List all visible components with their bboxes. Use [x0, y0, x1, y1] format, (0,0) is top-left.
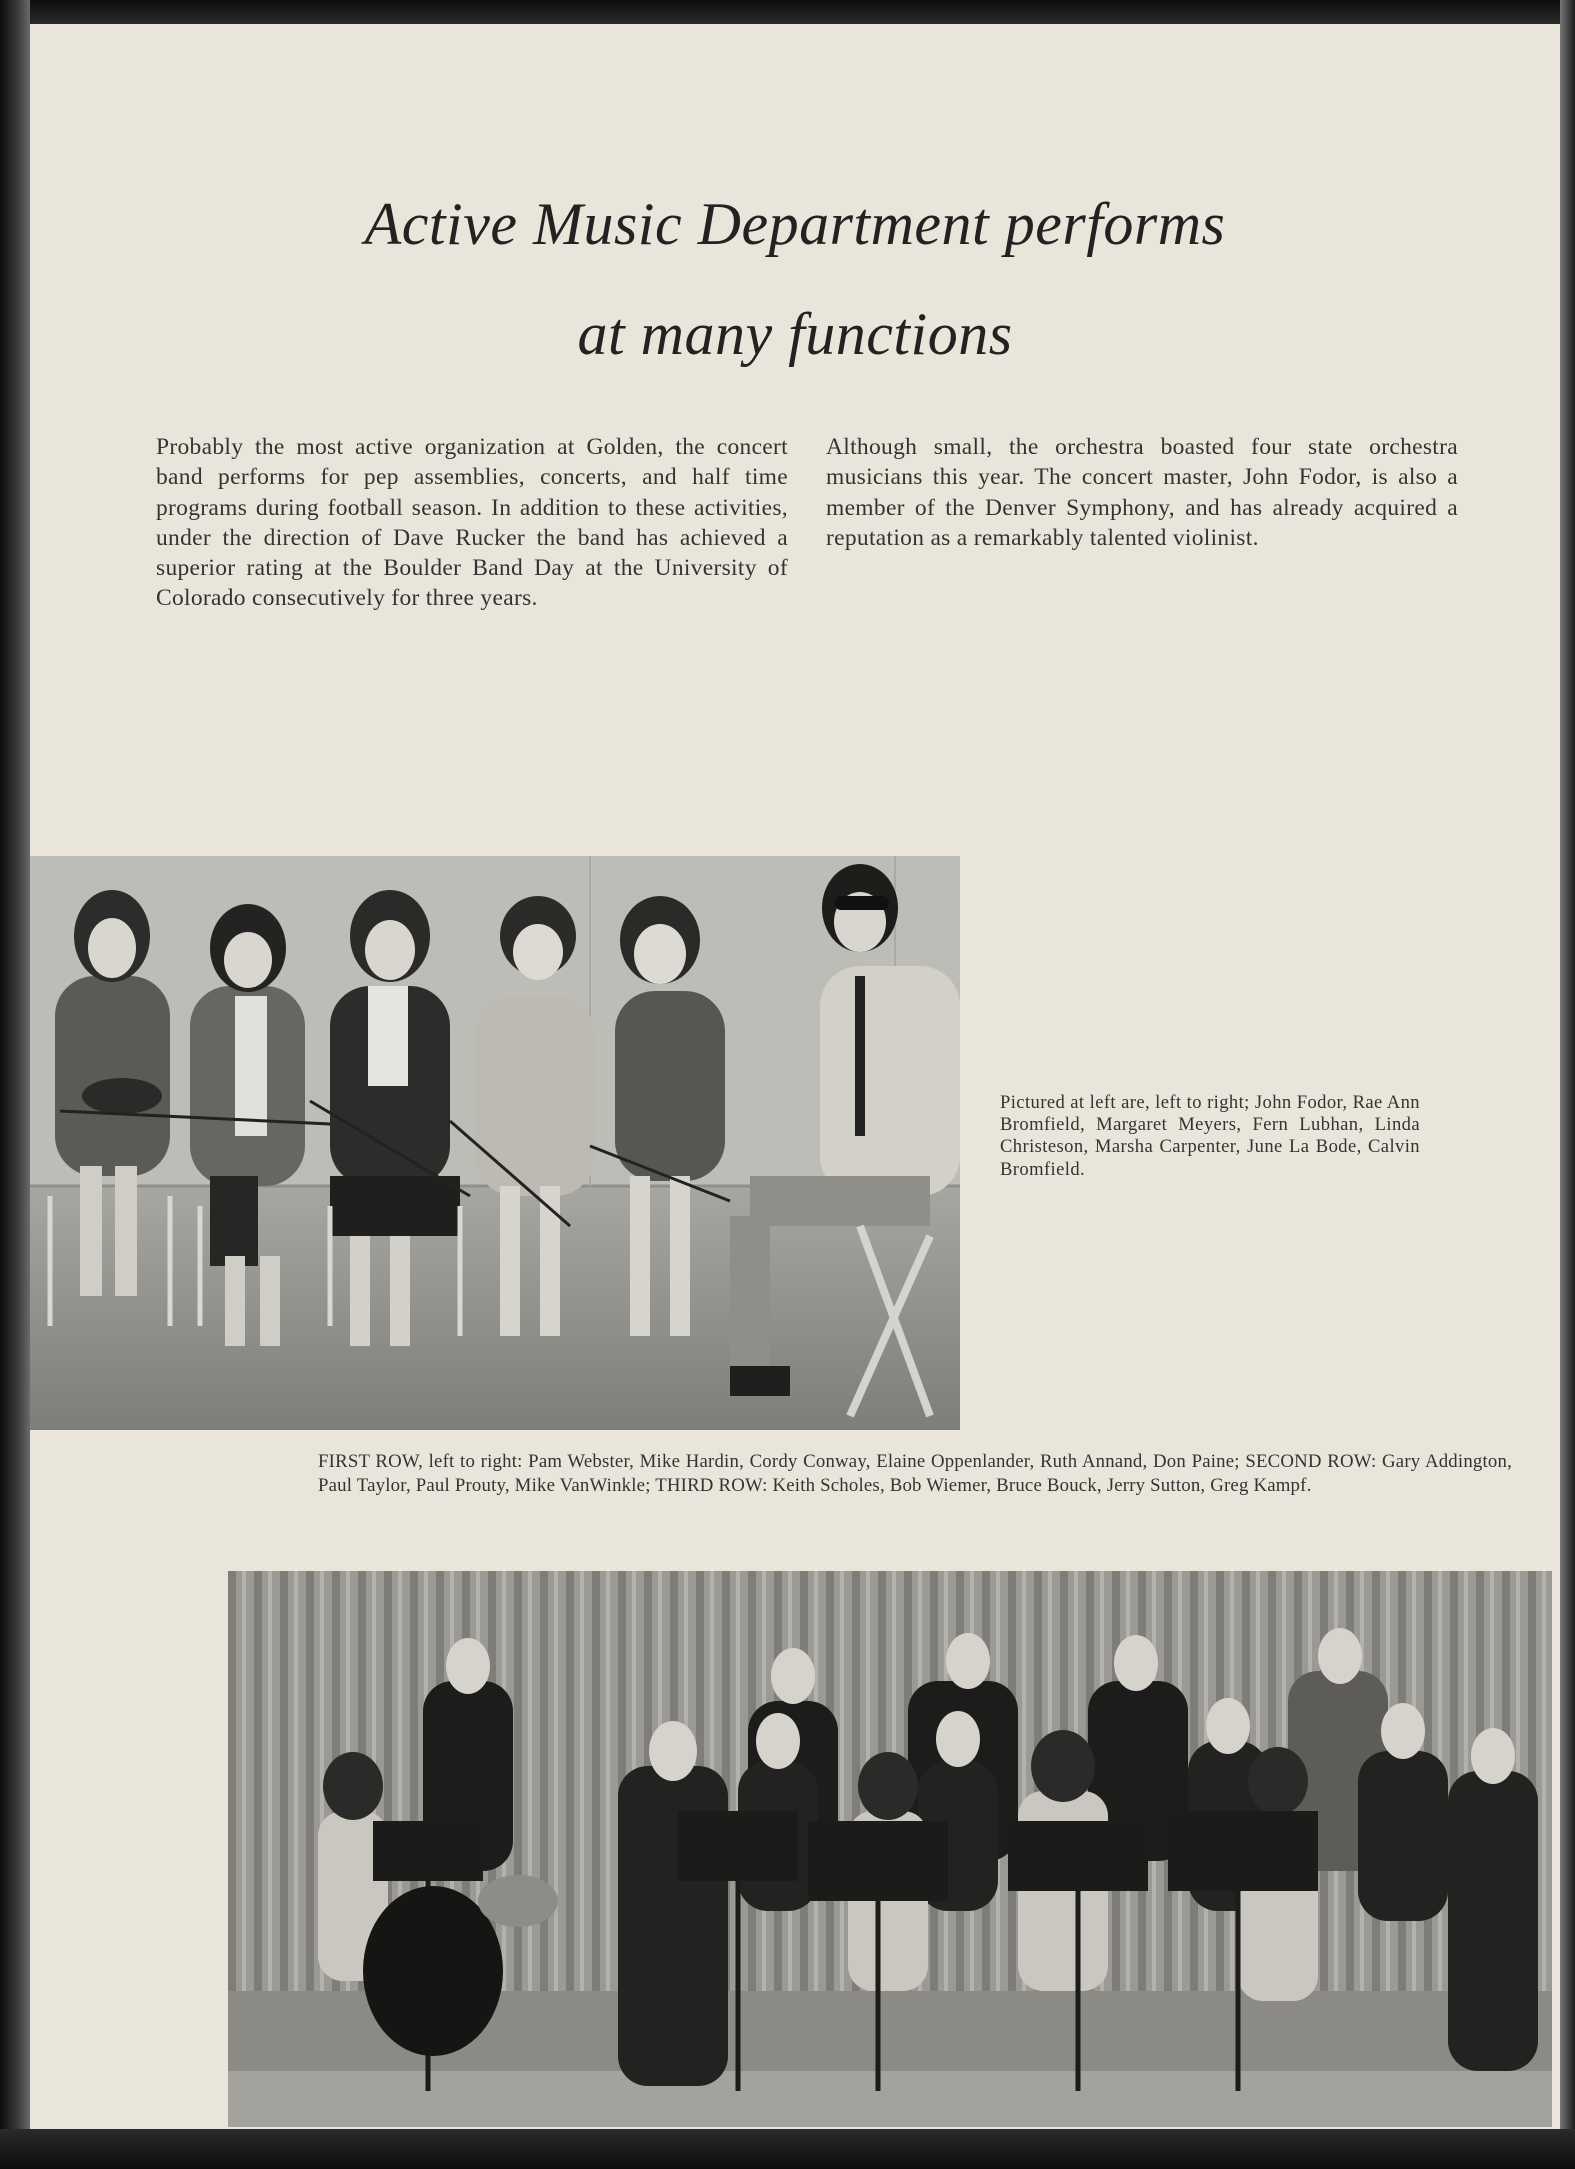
page-binding-top	[0, 0, 1575, 24]
band-photo-caption: FIRST ROW, left to right: Pam Webster, Mike Hardin, Cordy Conway, Elaine Oppenlander, Ruth Annand, Don Paine; SECOND ROW: Gary Addington, Paul Taylor, Paul Prouty, Mike VanWinkle; THIRD ROW: Keith Scholes, Bob Wiemer, Bruce Bouck, Jerry Sutton, Greg Kampf.	[318, 1451, 1512, 1496]
body-text-left-column: Probably the most active organization at Golden, the concert band performs for pep assemblies, concerts, and half time programs during football season. In addition to these activities, under the direction of Dave Rucker the band has achieved a superior rating at the Boulder Band Day at the University of Colorado consecutively for three years.	[156, 434, 788, 612]
headline-line-1: Active Music Department performs	[364, 191, 1226, 257]
page-binding-bottom	[0, 2129, 1575, 2169]
band-photo-image	[228, 1571, 1552, 2127]
body-text-right-column: Although small, the orchestra boasted four state orchestra musicians this year. The concert master, John Fodor, is also a member of the Denver Symphony, and has already acquired a reputation as a remarkably talented violinist.	[826, 434, 1458, 551]
orchestra-photo-image	[30, 856, 960, 1430]
headline-line-2: at many functions	[577, 301, 1013, 367]
page-binding-right	[1560, 0, 1575, 2169]
band-photo	[228, 1571, 1552, 2127]
orchestra-photo	[30, 856, 960, 1430]
page-binding-left	[0, 0, 30, 2169]
orchestra-photo-caption: Pictured at left are, left to right; John Fodor, Rae Ann Bromfield, Margaret Meyers, Fern Lubhan, Linda Christeson, Marsha Carpenter, June La Bode, Calvin Bromfield.	[1000, 1092, 1420, 1180]
